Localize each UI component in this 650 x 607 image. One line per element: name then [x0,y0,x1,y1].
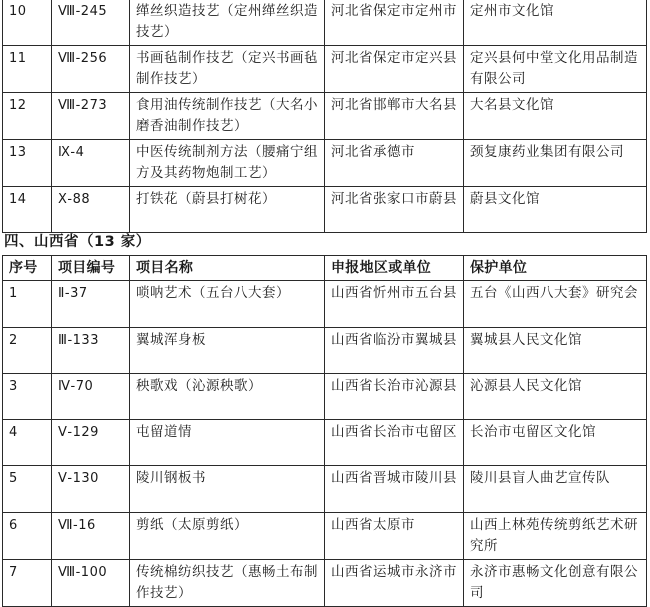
cell-region: 河北省保定市定兴县 [325,46,464,93]
cell-serial-number: 13 [3,140,52,187]
cell-serial-number: 10 [3,0,52,46]
cell-protection-unit: 沁源县人民文化馆 [464,374,647,420]
shanxi-table [2,255,647,607]
cell-serial-number: 2 [3,328,52,374]
cell-region: 山西省运城市永济市 [325,560,464,607]
cell-region: 河北省邯郸市大名县 [325,93,464,140]
cell-project-name: 陵川钢板书 [130,466,325,513]
cell-project-code: Ⅷ-273 [52,93,130,140]
cell-project-code: Ⅲ-133 [52,328,130,374]
section-title-shanxi: 四、山西省（13 家） [4,234,151,250]
cell-region: 山西省长治市屯留区 [325,420,464,466]
cell-serial-number: 6 [3,513,52,560]
cell-serial-number: 3 [3,374,52,420]
header-region: 申报地区或单位 [325,256,464,281]
table-row [3,374,647,420]
cell-serial-number: 4 [3,420,52,466]
cell-serial-number: 12 [3,93,52,140]
table-row [3,466,647,513]
cell-project-name: 食用油传统制作技艺（大名小磨香油制作技艺） [130,93,325,140]
cell-region: 山西省长治市沁源县 [325,374,464,420]
cell-serial-number: 1 [3,281,52,328]
cell-project-code: Ⅸ-4 [52,140,130,187]
cell-project-name: 秧歌戏（沁源秧歌） [130,374,325,420]
cell-protection-unit: 陵川县盲人曲艺宣传队 [464,466,647,513]
table-row [3,281,647,328]
cell-project-name: 剪纸（太原剪纸） [130,513,325,560]
cell-protection-unit: 永济市惠畅文化创意有限公司 [464,560,647,607]
table-header-row [3,256,647,281]
cell-project-code: Ⅷ-256 [52,46,130,93]
cell-project-code: Ⅷ-100 [52,560,130,607]
cell-project-name: 唢呐艺术（五台八大套） [130,281,325,328]
table-row [3,328,647,374]
header-project-name: 项目名称 [130,256,325,281]
cell-protection-unit: 定州市文化馆 [464,0,647,46]
table-row [3,46,647,93]
cell-region: 河北省保定市定州市 [325,0,464,46]
cell-region: 河北省张家口市蔚县 [325,187,464,233]
cell-region: 河北省承德市 [325,140,464,187]
cell-project-code: Ⅱ-37 [52,281,130,328]
cell-project-name: 缂丝织造技艺（定州缂丝织造技艺） [130,0,325,46]
cell-project-name: 传统棉纺织技艺（惠畅土布制作技艺） [130,560,325,607]
table-row [3,0,647,46]
cell-region: 山西省太原市 [325,513,464,560]
cell-protection-unit: 五台《山西八大套》研究会 [464,281,647,328]
cell-protection-unit: 翼城县人民文化馆 [464,328,647,374]
cell-project-name: 中医传统制剂方法（腰痛宁组方及其药物炮制工艺） [130,140,325,187]
table-row [3,140,647,187]
cell-region: 山西省忻州市五台县 [325,281,464,328]
cell-project-code: Ⅴ-130 [52,466,130,513]
cell-project-name: 书画毡制作技艺（定兴书画毡制作技艺） [130,46,325,93]
cell-project-code: Ⅳ-70 [52,374,130,420]
cell-protection-unit: 长治市屯留区文化馆 [464,420,647,466]
cell-serial-number: 14 [3,187,52,233]
table-row [3,420,647,466]
hebei-table-continued [2,0,647,233]
cell-protection-unit: 大名县文化馆 [464,93,647,140]
cell-project-code: Ⅹ-88 [52,187,130,233]
cell-serial-number: 5 [3,466,52,513]
header-protection-unit: 保护单位 [464,256,647,281]
table-row [3,187,647,233]
header-project-code: 项目编号 [52,256,130,281]
cell-project-name: 打铁花（蔚县打树花） [130,187,325,233]
cell-project-name: 翼城浑身板 [130,328,325,374]
cell-project-code: Ⅴ-129 [52,420,130,466]
cell-protection-unit: 颈复康药业集团有限公司 [464,140,647,187]
cell-project-code: Ⅷ-245 [52,0,130,46]
cell-project-name: 屯留道情 [130,420,325,466]
cell-region: 山西省晋城市陵川县 [325,466,464,513]
cell-protection-unit: 山西上林苑传统剪纸艺术研究所 [464,513,647,560]
cell-protection-unit: 定兴县何中堂文化用品制造有限公司 [464,46,647,93]
cell-region: 山西省临汾市翼城县 [325,328,464,374]
cell-project-code: Ⅶ-16 [52,513,130,560]
table-row [3,513,647,560]
cell-serial-number: 11 [3,46,52,93]
table-row [3,93,647,140]
header-serial-number: 序号 [3,256,52,281]
table-row [3,560,647,607]
cell-protection-unit: 蔚县文化馆 [464,187,647,233]
cell-serial-number: 7 [3,560,52,607]
